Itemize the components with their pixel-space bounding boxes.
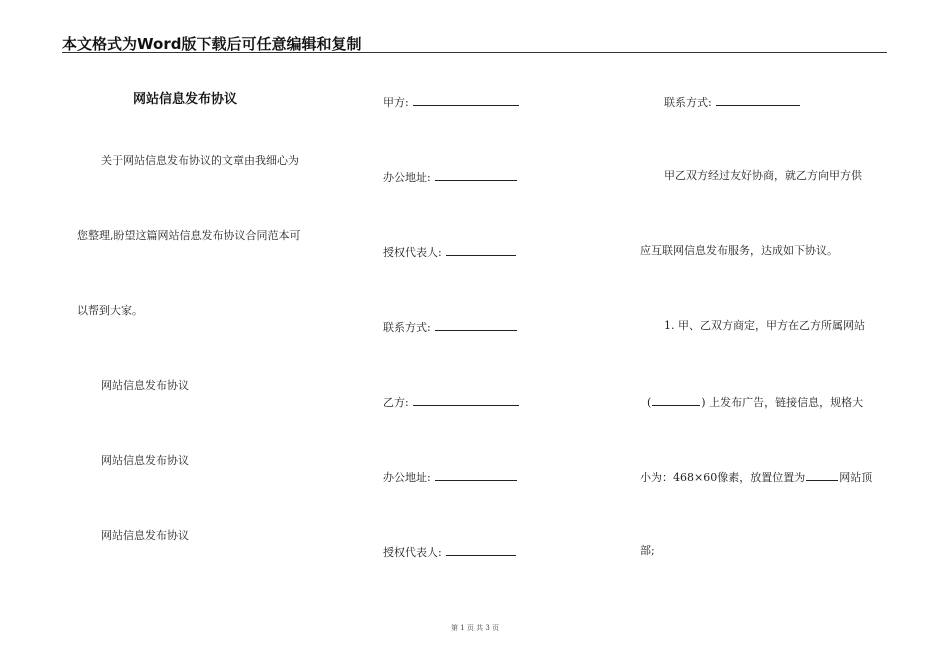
party-a-label: 甲方: xyxy=(383,96,409,109)
website-name-blank xyxy=(652,394,700,406)
header-divider xyxy=(62,52,887,53)
intro-line-1: 关于网站信息发布协议的文章由我细心为 xyxy=(101,154,299,167)
authorized-rep-field xyxy=(383,544,516,560)
document-title: 网站信息发布协议 xyxy=(133,92,238,107)
party-a-field xyxy=(383,94,519,110)
clause-1-line-3 xyxy=(640,469,872,485)
position-blank xyxy=(806,469,838,481)
authorized-rep-label: 授权代表人: xyxy=(383,546,442,559)
clause-1-line-3-text: 小为：468×60像素，放置位置为 xyxy=(640,471,806,484)
list-item: 网站信息发布协议 xyxy=(101,454,189,467)
office-address-label: 办公地址: xyxy=(383,171,431,184)
party-b-label: 乙方: xyxy=(383,396,409,409)
contact-blank xyxy=(435,319,517,331)
office-address-label: 办公地址: xyxy=(383,471,431,484)
paragraph-line-1: 甲乙双方经过友好协商，就乙方向甲方供 xyxy=(664,169,862,182)
paragraph-line-2: 应互联网信息发布服务，达成如下协议。 xyxy=(640,244,838,257)
office-address-field xyxy=(383,169,517,185)
office-address-field xyxy=(383,469,517,485)
open-paren: ( xyxy=(647,396,652,409)
office-address-blank xyxy=(435,169,517,181)
contact-field xyxy=(664,94,800,110)
clause-1-line-1: 1. 甲、乙双方商定，甲方在乙方所属网站 xyxy=(664,319,865,332)
party-b-blank xyxy=(413,394,519,406)
list-item: 网站信息发布协议 xyxy=(101,529,189,542)
party-a-blank xyxy=(413,94,519,106)
contact-field xyxy=(383,319,517,335)
clause-1-line-3-tail: 网站顶 xyxy=(839,471,873,484)
contact-label: 联系方式: xyxy=(664,96,712,109)
list-item: 网站信息发布协议 xyxy=(101,379,189,392)
authorized-rep-blank xyxy=(446,544,516,556)
intro-line-3: 以帮到大家。 xyxy=(77,304,143,317)
contact-blank xyxy=(716,94,800,106)
clause-1-line-2-text: ) 上发布广告，链接信息，规格大 xyxy=(701,396,864,409)
page-number: 第 1 页 共 3 页 xyxy=(450,624,500,632)
party-b-field xyxy=(383,394,519,410)
clause-1-line-4: 部; xyxy=(640,544,655,557)
office-address-blank xyxy=(435,469,517,481)
contact-label: 联系方式: xyxy=(383,321,431,334)
authorized-rep-field xyxy=(383,244,516,260)
authorized-rep-blank xyxy=(446,244,516,256)
intro-line-2: 您整理,盼望这篇网站信息发布协议合同范本可 xyxy=(77,229,301,242)
authorized-rep-label: 授权代表人: xyxy=(383,246,442,259)
document-header: 本文格式为Word版下载后可任意编辑和复制 xyxy=(62,35,362,53)
clause-1-line-2 xyxy=(647,394,863,410)
